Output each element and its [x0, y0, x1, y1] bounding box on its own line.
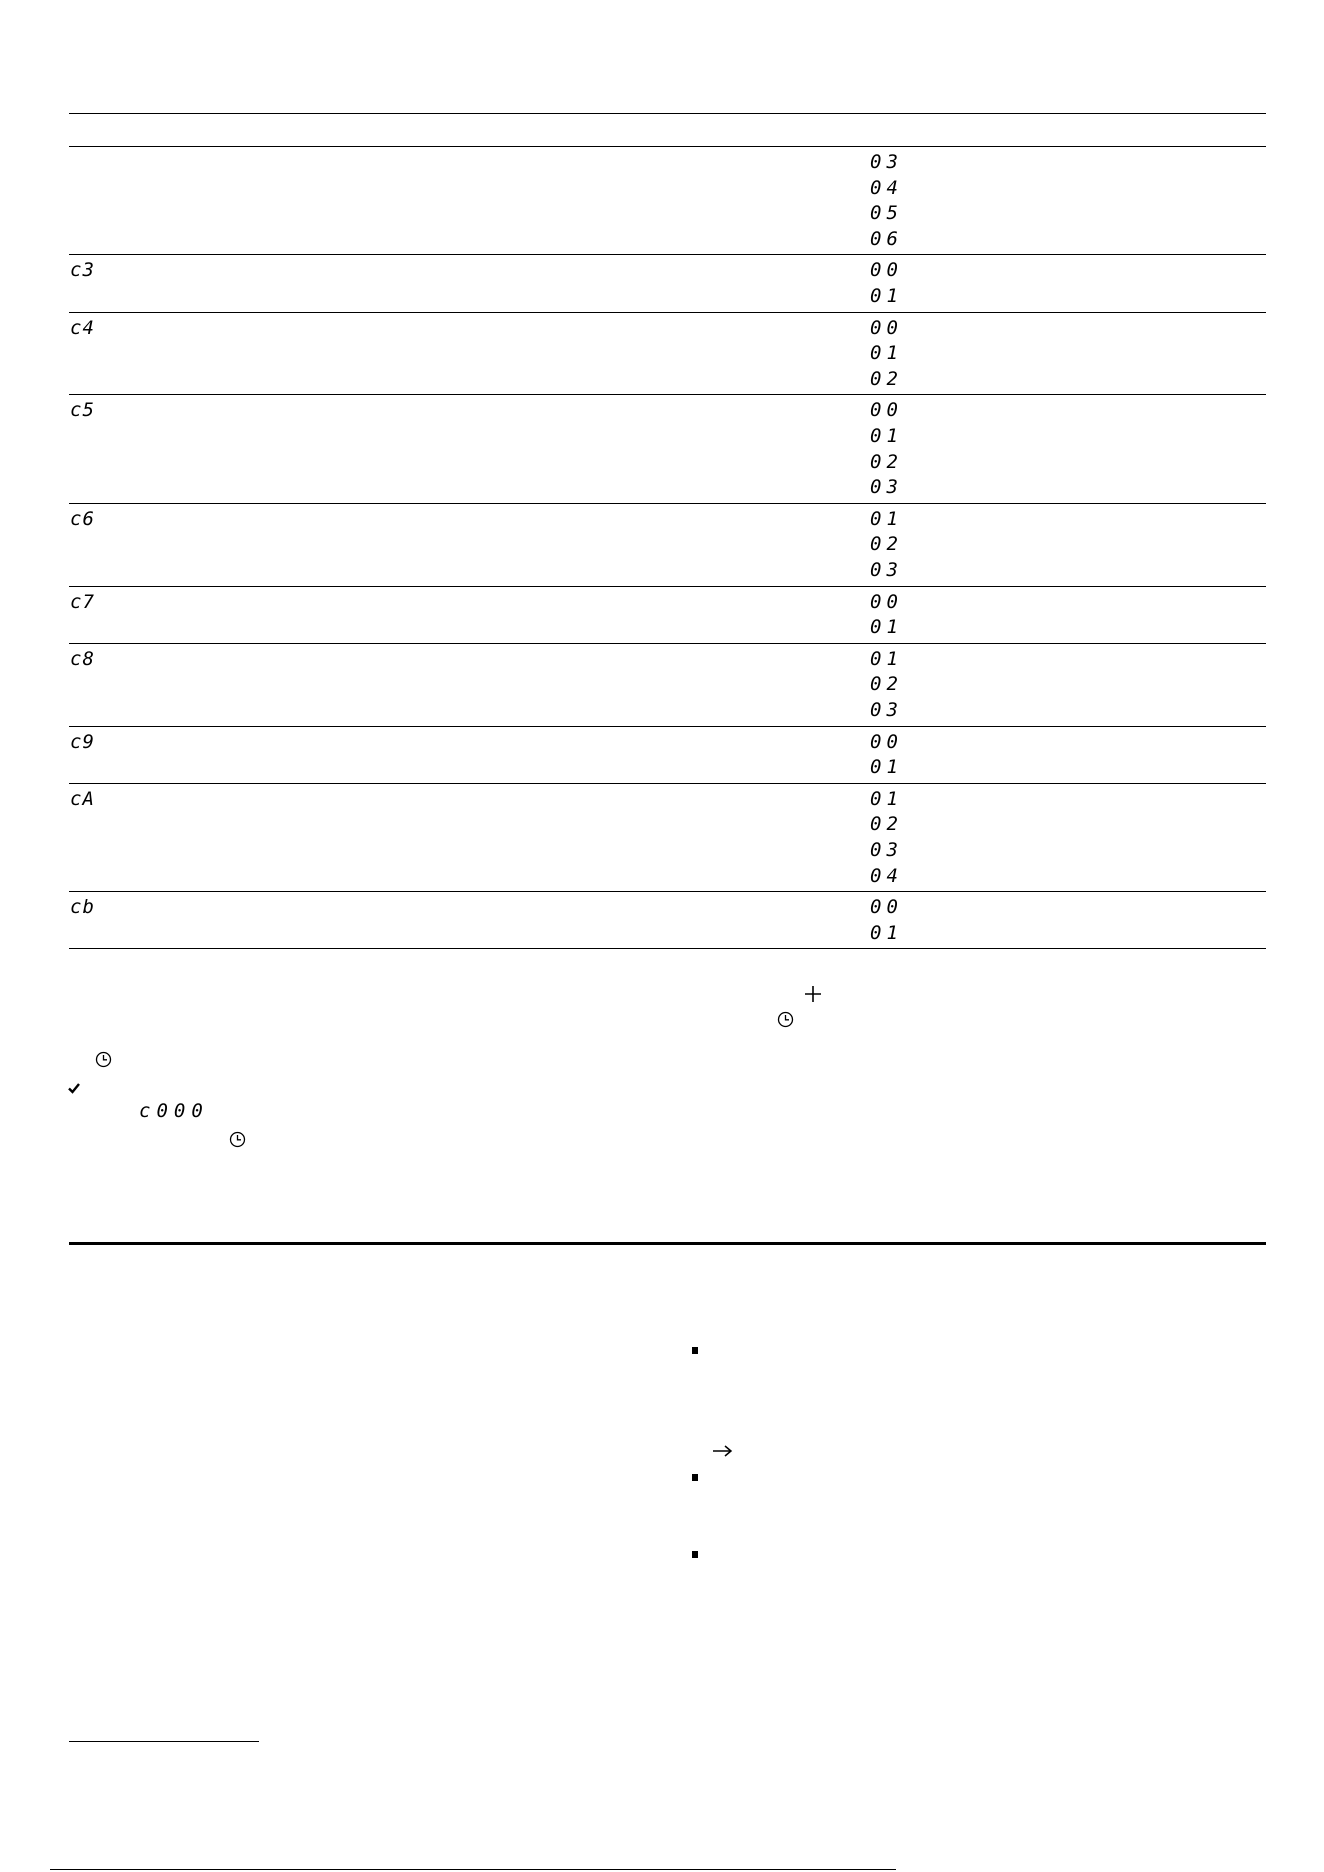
section-separator [69, 1242, 1266, 1245]
setting-value: 01 [870, 647, 903, 670]
table-row-rule [69, 312, 1266, 313]
table-header-rule [69, 146, 1266, 147]
footnote-rule [69, 1741, 259, 1742]
table-row-rule [69, 726, 1266, 727]
square-bullet-icon [692, 1551, 698, 1558]
setting-value: 00 [870, 590, 903, 613]
table-row-rule [69, 254, 1266, 255]
reset-display-code: c000 [139, 1100, 209, 1122]
setting-value: 01 [870, 507, 903, 530]
setting-value: 03 [870, 839, 903, 861]
setting-code: cb [70, 896, 95, 919]
setting-value: 03 [870, 559, 903, 581]
setting-value: 01 [870, 787, 903, 810]
setting-value: 02 [870, 367, 903, 390]
table-row-rule [69, 586, 1266, 587]
setting-value: 06 [870, 227, 903, 250]
setting-code: c4 [70, 316, 95, 339]
table-row-rule [69, 643, 1266, 644]
setting-value: 03 [870, 151, 903, 173]
setting-value: 00 [870, 259, 903, 282]
setting-value: 04 [870, 176, 903, 199]
square-bullet-icon [692, 1347, 698, 1354]
setting-value: 03 [870, 476, 903, 499]
arrow-right-icon [712, 1444, 734, 1458]
setting-code: c3 [70, 259, 95, 282]
setting-value: 05 [870, 202, 903, 225]
setting-value: 02 [870, 450, 903, 473]
table-top-rule [69, 113, 1266, 114]
setting-value: 00 [870, 896, 903, 919]
table-row-rule [69, 394, 1266, 395]
setting-code: c9 [70, 730, 95, 753]
table-row-rule [69, 891, 1266, 892]
clock-icon [229, 1131, 246, 1148]
setting-code: cA [70, 787, 95, 810]
setting-value: 01 [870, 756, 903, 779]
page-bottom-rule [50, 1869, 896, 1870]
setting-value: 04 [870, 864, 903, 887]
clock-icon [777, 1011, 794, 1028]
clock-icon [95, 1051, 112, 1068]
table-row-rule [69, 948, 1266, 949]
setting-value: 00 [870, 730, 903, 753]
setting-value: 02 [870, 533, 903, 556]
setting-value: 02 [870, 813, 903, 836]
setting-value: 01 [870, 342, 903, 365]
setting-code: c7 [70, 590, 95, 613]
setting-code: c8 [70, 647, 95, 670]
setting-value: 00 [870, 399, 903, 422]
setting-value: 03 [870, 699, 903, 721]
table-row-rule [69, 783, 1266, 784]
setting-value: 01 [870, 285, 903, 307]
setting-value: 00 [870, 316, 903, 339]
setting-code: c6 [70, 507, 95, 530]
plus-icon [804, 985, 822, 1003]
check-icon [68, 1082, 80, 1094]
setting-value: 02 [870, 673, 903, 696]
setting-value: 01 [870, 921, 903, 944]
setting-value: 01 [870, 616, 903, 639]
setting-code: c5 [70, 399, 95, 422]
table-row-rule [69, 503, 1266, 504]
setting-value: 01 [870, 425, 903, 447]
square-bullet-icon [692, 1474, 698, 1481]
